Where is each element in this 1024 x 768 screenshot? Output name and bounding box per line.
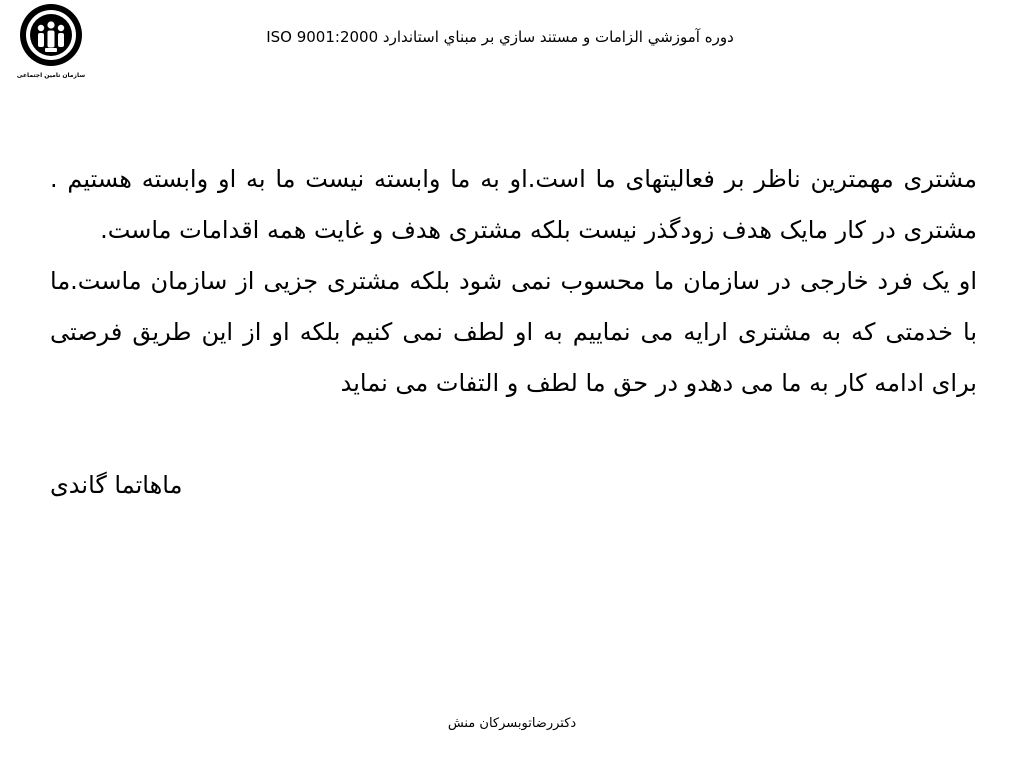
organization-logo: [12, 2, 90, 88]
quote-author: ماهاتما گاندی: [50, 471, 183, 499]
presentation-title: دوره آموزشي الزامات و مستند سازي بر مبناي استاندارد ISO 9001:2000: [266, 28, 734, 46]
logo-caption: سازمان تامین اجتماعی: [16, 72, 86, 79]
quote-paragraph-1: مشتری مهمترین ناظر بر فعالیتهای ما است.او به ما وابسته نیست ما به او وابسته هستیم . مشتری در کار مایک هدف زودگذر نیست بلکه مشتری هدف و غایت همه اقدامات ماست.: [50, 165, 977, 244]
quote-body: [50, 154, 977, 409]
social-security-organization-logo-icon: [12, 2, 90, 72]
quote-paragraph-2: او یک فرد خارجی در سازمان ما محسوب نمی شود بلکه مشتری جزیی از سازمان ماست.ما با خدمتی که به مشتری ارایه می نماییم به او لطف نمی کنیم بلکه او از این طریق فرصتی برای ادامه کار به ما می دهدو در حق ما لطف و التفات می نماید: [50, 267, 977, 397]
footer-presenter: دکتررضاتوبسرکان منش: [447, 716, 577, 731]
